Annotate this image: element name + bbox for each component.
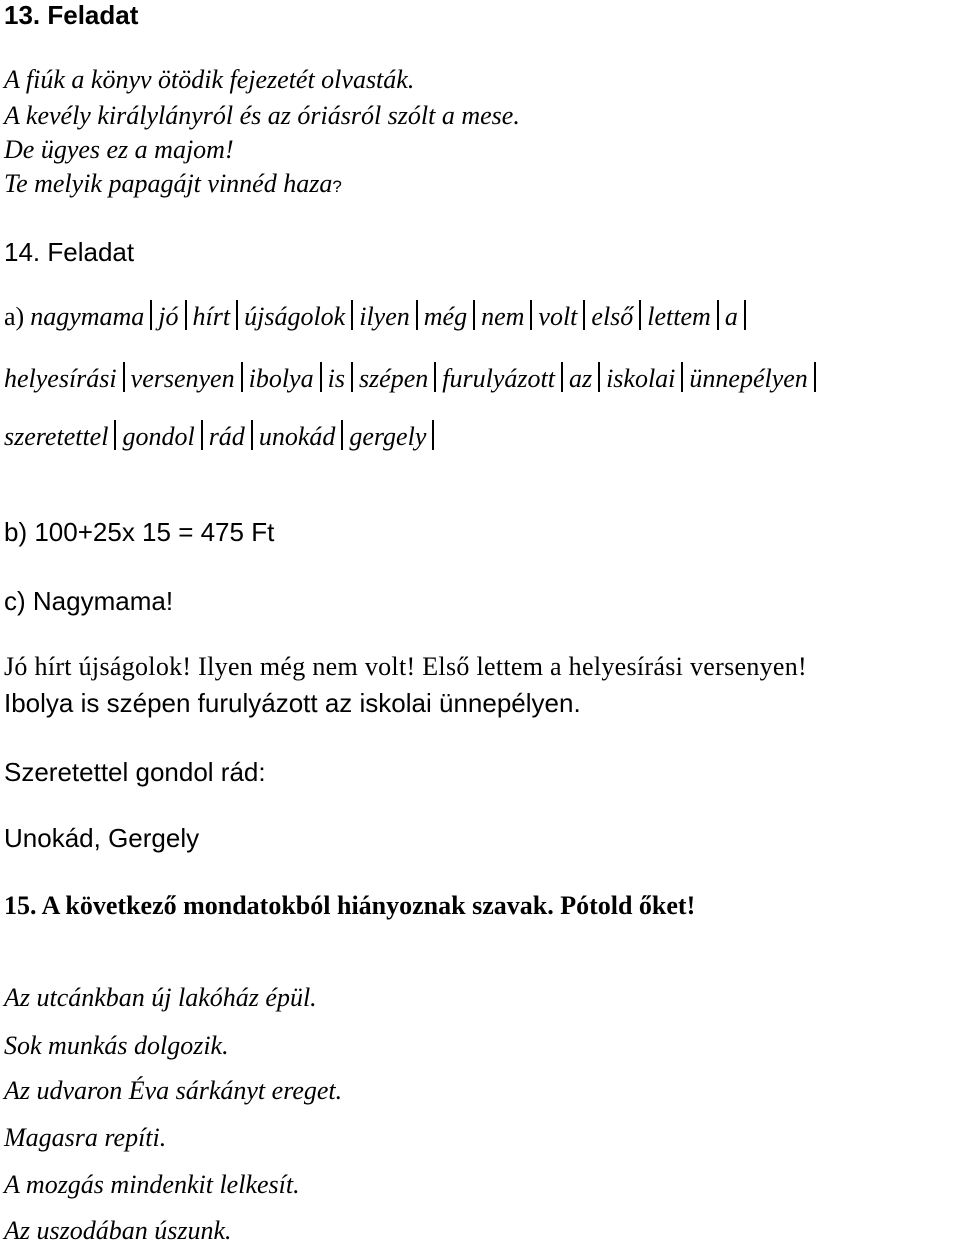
word-row-2 xyxy=(4,362,822,392)
word-separator xyxy=(473,300,475,330)
word-row-3 xyxy=(4,420,440,450)
word-row2-5: furulyázott xyxy=(442,364,555,393)
word-separator xyxy=(639,300,641,330)
word-row2-8: ünnepélyen xyxy=(689,364,808,393)
task13-line-2: A kevély királylányról és az óriásról szólt a mese. xyxy=(4,101,520,130)
word-separator xyxy=(114,420,116,450)
task13-line-4-text: Te melyik papagájt vinnéd haza xyxy=(4,169,333,198)
word-row2-7: iskolai xyxy=(606,364,676,393)
word-separator xyxy=(201,420,203,450)
word-separator xyxy=(814,362,816,392)
word-row1-0: nagymama xyxy=(30,302,145,331)
word-row1-2: hírt xyxy=(192,302,231,331)
word-separator xyxy=(530,300,532,330)
word-separator xyxy=(432,420,434,450)
word-separator xyxy=(341,420,343,450)
task14-title xyxy=(4,239,134,265)
word-row2-6: az xyxy=(568,364,593,393)
word-row1-5: még xyxy=(423,302,468,331)
signature-line: Unokád, Gergely xyxy=(4,823,200,853)
closing-line: Szeretettel gondol rád: xyxy=(4,757,266,787)
word-separator xyxy=(351,362,353,392)
word-separator xyxy=(241,362,243,392)
task14-title-text: 14. Feladat xyxy=(4,237,135,267)
task15-line-2: Sok munkás dolgozik. xyxy=(4,1031,229,1060)
word-separator xyxy=(434,362,436,392)
word-row3-3: unokád xyxy=(258,422,336,451)
word-row1-6: nem xyxy=(481,302,525,331)
word-row1-10: a xyxy=(724,302,738,331)
letter-line-2: Ibolya is szépen furulyázott az iskolai ünnepélyen. xyxy=(4,688,581,718)
word-row1-3: újságolok xyxy=(244,302,346,331)
word-row3-4: gergely xyxy=(349,422,427,451)
word-separator xyxy=(681,362,683,392)
word-row2-1: versenyen xyxy=(130,364,235,393)
word-row3-0: szeretettel xyxy=(4,422,109,451)
word-row2-0: helyesírási xyxy=(4,364,117,393)
word-separator xyxy=(351,300,353,330)
letter-line-1: Jó hírt újságolok! Ilyen még nem volt! Első lettem a helyesírási versenyen! xyxy=(4,652,808,681)
word-separator xyxy=(717,300,719,330)
word-separator xyxy=(320,362,322,392)
task15-line-3: Az udvaron Éva sárkányt ereget. xyxy=(4,1076,343,1105)
word-row3-2: rád xyxy=(208,422,245,451)
task15-title: 15. A következő mondatokból hiányoznak szavak. Pótold őket! xyxy=(4,891,696,920)
word-separator xyxy=(236,300,238,330)
word-separator xyxy=(744,300,746,330)
a-label: a) xyxy=(4,302,25,331)
word-separator xyxy=(416,300,418,330)
question-mark: ? xyxy=(332,177,342,196)
word-row1-1: jó xyxy=(158,302,179,331)
word-separator xyxy=(583,300,585,330)
word-row2-3: is xyxy=(327,364,345,393)
word-separator xyxy=(123,362,125,392)
word-separator xyxy=(185,300,187,330)
c-line: c) Nagymama! xyxy=(4,586,174,616)
word-separator xyxy=(598,362,600,392)
word-row1-8: első xyxy=(591,302,634,331)
task15-line-4: Magasra repíti. xyxy=(4,1123,167,1152)
task13-line-4 xyxy=(4,171,342,197)
word-separator xyxy=(251,420,253,450)
word-separator xyxy=(150,300,152,330)
task15-line-6: Az uszodában úszunk. xyxy=(4,1216,232,1245)
task15-line-5: A mozgás mindenkit lelkesít. xyxy=(4,1170,300,1199)
word-row3-1: gondol xyxy=(122,422,195,451)
word-row-1 xyxy=(4,300,752,330)
word-row2-2: ibolya xyxy=(248,364,314,393)
task13-title: 13. Feladat xyxy=(4,0,139,30)
word-separator xyxy=(561,362,563,392)
word-row1-4: ilyen xyxy=(359,302,410,331)
task15-line-1: Az utcánkban új lakóház épül. xyxy=(4,983,317,1012)
task13-line-1: A fiúk a könyv ötödik fejezetét olvasták. xyxy=(4,65,415,94)
b-line: b) 100+25x 15 = 475 Ft xyxy=(4,517,275,547)
word-row1-7: volt xyxy=(538,302,578,331)
word-row2-4: szépen xyxy=(358,364,429,393)
task13-line-3: De ügyes ez a majom! xyxy=(4,135,234,164)
word-row1-9: lettem xyxy=(647,302,711,331)
